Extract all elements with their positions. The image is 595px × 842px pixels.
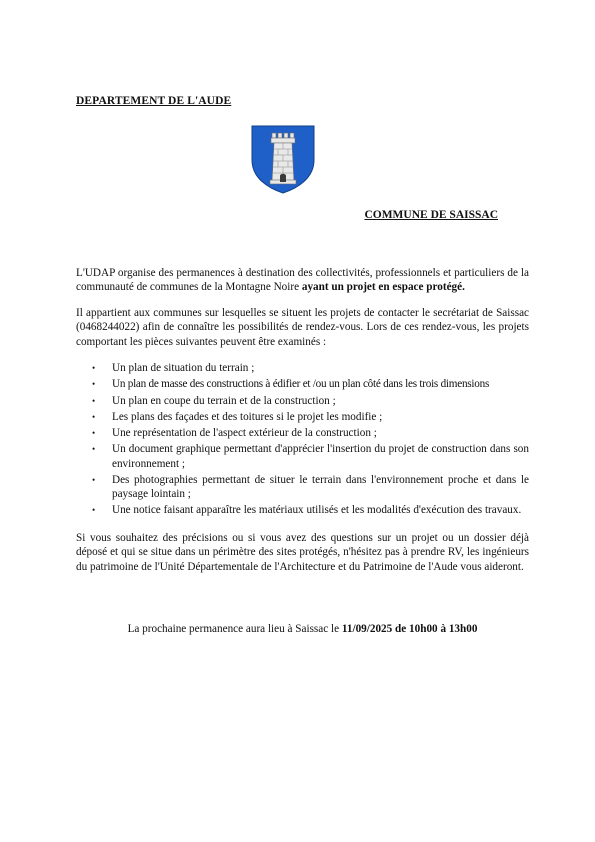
- list-item: • Une représentation de l'aspect extérieur de la construction ;: [92, 427, 377, 440]
- list-item: • Un document graphique permettant d'apprécier l'insertion du projet de construction dans son environnement ;: [92, 443, 529, 470]
- list-item: • Un plan en coupe du terrain et de la construction ;: [92, 394, 336, 407]
- help-paragraph: Si vous souhaitez des précisions ou si vous avez des questions sur un projet ou un dossier déjà déposé et qui se situe dans un périmètre des sites protégés, n'hésitez pas à prendre RV, les ingénieurs du patrimoine de l'Unité Départementale de l'Architecture et du Patrimoine de l'Aude vous aideront.: [76, 532, 529, 573]
- documents-list: [92, 361, 529, 519]
- bullet-icon: •: [92, 474, 96, 485]
- bullet-icon: •: [92, 395, 96, 406]
- next-session-text: La prochaine permanence aura lieu à Saissac le: [127, 623, 342, 635]
- bullet-icon: •: [92, 363, 96, 373]
- next-session-end: 13h00: [448, 623, 478, 635]
- intro-bold-text: ayant un projet en espace protégé.: [301, 281, 465, 294]
- bullet-icon: •: [92, 505, 96, 516]
- next-session-start: 10h00: [409, 623, 438, 635]
- list-item: • Un plan de masse des constructions à édifier et /ou un plan côté dans les trois dimensions: [92, 378, 490, 391]
- bullet-icon: •: [92, 444, 96, 455]
- intro-text: L'UDAP organise des permanences à destination des collectivités, professionnels et particuliers de la communauté de communes de la Montagne Noire: [76, 267, 529, 294]
- next-session-date: 11/09/2025: [341, 623, 393, 635]
- contact-paragraph: Il appartient aux communes sur lesquelles se situent les projets de contacter le secrétariat de Saissac (0468244022) afin de connaître les possibilités de rendez-vous. Lors de ces rendez-vous, les projets comportant les pièces suivantes peuvent être examinés :: [76, 307, 529, 348]
- commune-heading: COMMUNE DE SAISSAC: [364, 209, 498, 221]
- next-session-from-word: de: [392, 623, 410, 635]
- list-item: • Les plans des façades et des toitures si le projet les modifie ;: [92, 410, 383, 423]
- next-session-line: [76, 623, 529, 635]
- department-heading: DEPARTEMENT DE L'AUDE: [76, 95, 232, 107]
- tower-crest-icon: [250, 124, 316, 194]
- list-item: • Une notice faisant apparaître les matériaux utilisés et les modalités d'exécution des travaux.: [92, 504, 522, 517]
- list-item: • Un plan de situation du terrain ;: [92, 362, 255, 374]
- bullet-icon: •: [92, 379, 96, 390]
- next-session-to-word: à: [437, 623, 449, 635]
- list-item: • Des photographies permettant de situer le terrain dans l'environnement proche et dans le paysage lointain ;: [92, 473, 529, 500]
- bullet-icon: •: [92, 428, 96, 439]
- bullet-icon: •: [92, 411, 96, 422]
- intro-paragraph: [76, 266, 529, 295]
